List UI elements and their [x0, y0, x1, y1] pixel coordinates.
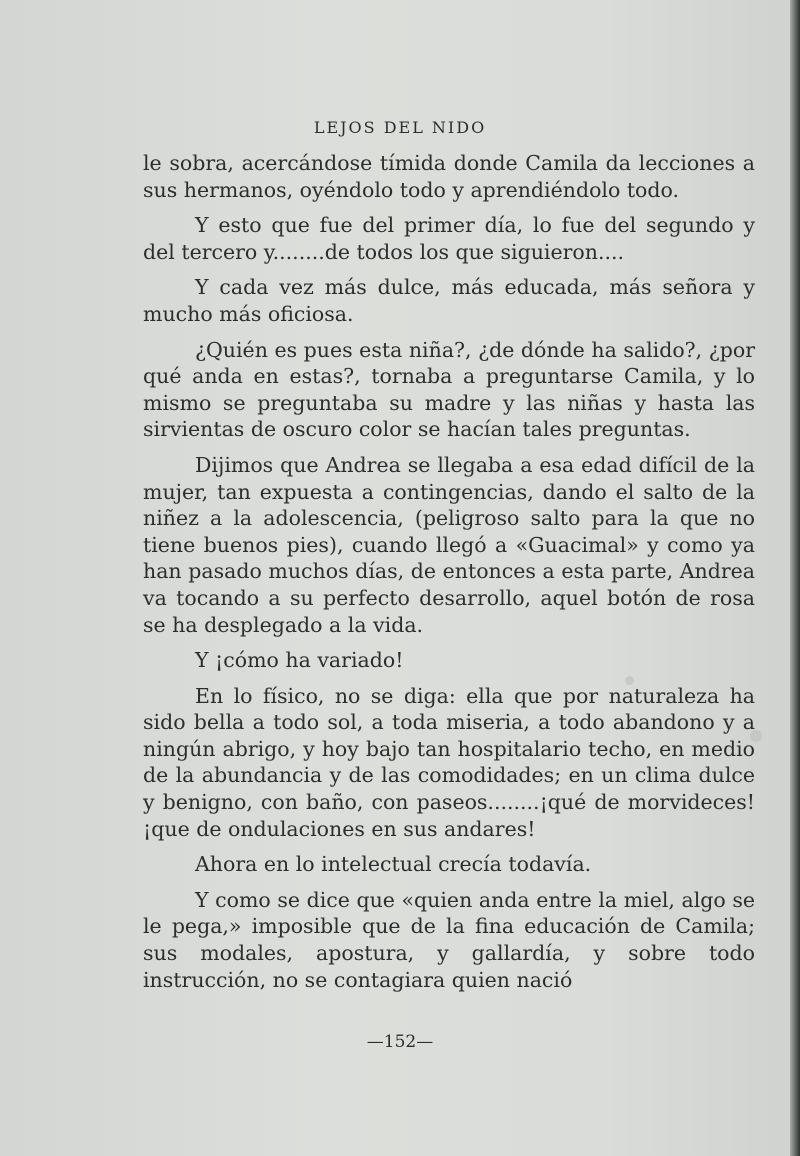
- paragraph-3: Y cada vez más dulce, más educada, más señora y mucho más oficiosa.: [143, 275, 755, 326]
- paragraph-7: En lo físico, no se diga: ella que por naturaleza ha sido bella a todo sol, a toda miseria, a todo abandono y a ningún abrigo, y hoy bajo tan hospitalario techo, en medio de la abundancia y de las comodidades; en un clima dulce y benigno, con baño, con paseos........¡qué de morvideces! ¡que de ondulaciones en sus andares!: [143, 683, 755, 841]
- paragraph-2: Y esto que fue del primer día, lo fue del segundo y del tercero y........de todos los que siguieron....: [143, 213, 755, 264]
- page-body-text: [143, 150, 755, 1002]
- paragraph-5: Dijimos que Andrea se llegaba a esa edad difícil de la mujer, tan expuesta a contingencias, dando el salto de la niñez a la adolescencia, (peligroso salto para la que no tiene buenos pies), cuando llegó a «Guacimal» y como ya han pasado muchos días, de entonces a esta parte, Andrea va tocando a su perfecto desarrollo, aquel botón de rosa se ha desplegado a la vida.: [143, 452, 755, 637]
- running-header: LEJOS DEL NIDO: [313, 118, 487, 137]
- paragraph-9: Y como se dice que «quien anda entre la miel, algo se le pega,» imposible que de la fina educación de Camila; sus modales, apostura, y gallardía, y sobre todo instrucción, no se contagiara quien nació: [143, 887, 755, 992]
- paragraph-6: Y ¡cómo ha variado!: [195, 648, 404, 673]
- paragraph-1: le sobra, acercándose tímida donde Camila da lecciones a sus hermanos, oyéndolo todo y aprendiéndolo todo.: [143, 151, 755, 202]
- paragraph-8: Ahora en lo intelectual crecía todavía.: [195, 852, 592, 877]
- page-number: —152—: [366, 1032, 434, 1052]
- paragraph-4: ¿Quién es pues esta niña?, ¿de dónde ha salido?, ¿por qué anda en estas?, tornaba a preguntarse Camila, y lo mismo se preguntaba su madre y las niñas y hasta las sirvientas de oscuro color se hacían tales preguntas.: [143, 337, 755, 442]
- page-edge-shadow: [790, 0, 800, 1156]
